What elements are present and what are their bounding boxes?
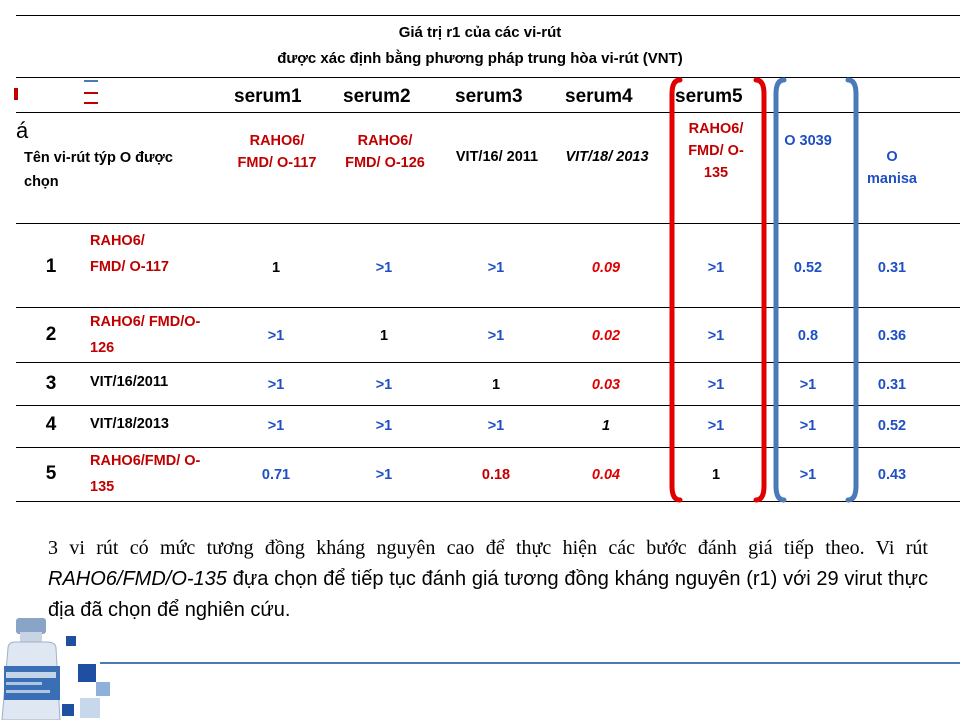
table-cell: >1 (799, 418, 817, 434)
table-cell: 0.52 (793, 260, 823, 276)
artifact-mark (84, 102, 98, 104)
table-cell: 0.36 (877, 328, 907, 344)
serum-header-1: serum1 (234, 86, 302, 107)
table-title-line1: Giá trị r1 của các vi-rút (398, 24, 562, 41)
table-cell: >1 (375, 260, 393, 276)
column-header-vit16: VIT/16/ 2011 (455, 149, 539, 165)
table-cell: 0.43 (877, 467, 907, 483)
table-cell: >1 (707, 377, 725, 393)
serum-header-5: serum5 (675, 86, 743, 107)
serum-header-4: serum4 (565, 86, 633, 107)
table-cell: 1 (491, 377, 501, 393)
table-cell: 0.03 (591, 377, 621, 393)
column-header-o117: RAHO6/ FMD/ O-117 (237, 133, 317, 171)
row-header-label: Tên vi-rút týp O được chọn (24, 150, 173, 190)
table-top-border (16, 15, 960, 16)
table-cell: 1 (601, 418, 611, 434)
table-cell: >1 (267, 328, 285, 344)
table-cell: 1 (379, 328, 389, 344)
decor-square (62, 704, 74, 716)
column-header-vit18: VIT/18/ 2013 (565, 149, 649, 165)
decor-square (80, 698, 100, 718)
table-title-line2: được xác định bằng phương pháp trung hòa vi-rút (VNT) (277, 50, 683, 67)
row-number: 4 (45, 414, 57, 435)
decor-square (66, 636, 76, 646)
table-cell: 1 (711, 467, 721, 483)
table-cell: >1 (799, 467, 817, 483)
table-cell: 1 (271, 260, 281, 276)
table-cell: >1 (707, 418, 725, 434)
conclusion-paragraph (48, 533, 928, 626)
serum-header-3: serum3 (455, 86, 523, 107)
table-cell: 0.18 (481, 467, 511, 483)
row-number: 5 (45, 463, 57, 484)
footer-accent-line (100, 662, 960, 664)
decor-square (96, 682, 110, 696)
table-cell: >1 (267, 418, 285, 434)
column-header-o126: RAHO6/ FMD/ O-126 (345, 133, 425, 171)
virus-name: VIT/16/2011 (90, 374, 169, 390)
table-cell: >1 (375, 377, 393, 393)
table-cell: >1 (375, 467, 393, 483)
table-cell: >1 (707, 260, 725, 276)
conclusion-highlight: RAHO6/FMD/O-135 (48, 568, 227, 590)
virus-name: VIT/18/2013 (90, 416, 169, 432)
table-cell: 0.02 (591, 328, 621, 344)
table-cell: 0.8 (797, 328, 819, 344)
virus-name: RAHO6/ FMD/O-126 (90, 314, 201, 356)
column-header-o3039: O 3039 (784, 133, 832, 149)
row-number: 3 (45, 373, 57, 394)
table-cell: >1 (487, 418, 505, 434)
blue-bracket-highlight (770, 74, 862, 506)
table-cell: 0.71 (261, 467, 291, 483)
table-cell: 0.31 (877, 377, 907, 393)
red-bracket-highlight (666, 74, 770, 506)
virus-name: RAHO6/ FMD/ O-117 (90, 233, 169, 275)
column-header-o135: RAHO6/ FMD/ O- 135 (688, 121, 744, 181)
row-number: 2 (45, 324, 57, 345)
table-cell: >1 (487, 260, 505, 276)
conclusion-part2: đựa chọn để tiếp tục đánh giá tương đồng kháng nguyên (r1) với 29 virut thực địa đã chọn để nghiên cứu. (48, 568, 928, 621)
table-cell: 0.09 (591, 260, 621, 276)
table-cell: >1 (267, 377, 285, 393)
serum-header-2: serum2 (343, 86, 411, 107)
table-cell: 0.04 (591, 467, 621, 483)
table-cell: 0.31 (877, 260, 907, 276)
decor-square (78, 664, 96, 682)
column-header-omanisa: O manisa (867, 149, 917, 187)
conclusion-part1: 3 vi rút có mức tương đồng kháng nguyên cao để thực hiện các bước đánh giá tiếp theo. Vi rút (48, 537, 928, 559)
artifact-mark (84, 92, 98, 94)
stray-char: á (16, 118, 29, 143)
virus-name: RAHO6/FMD/ O-135 (90, 453, 201, 495)
table-cell: 0.52 (877, 418, 907, 434)
row-number: 1 (45, 256, 57, 277)
table-cell: >1 (707, 328, 725, 344)
artifact-mark (84, 80, 98, 82)
table-cell: >1 (799, 377, 817, 393)
artifact-mark (14, 88, 18, 100)
table-cell: >1 (375, 418, 393, 434)
table-cell: >1 (487, 328, 505, 344)
